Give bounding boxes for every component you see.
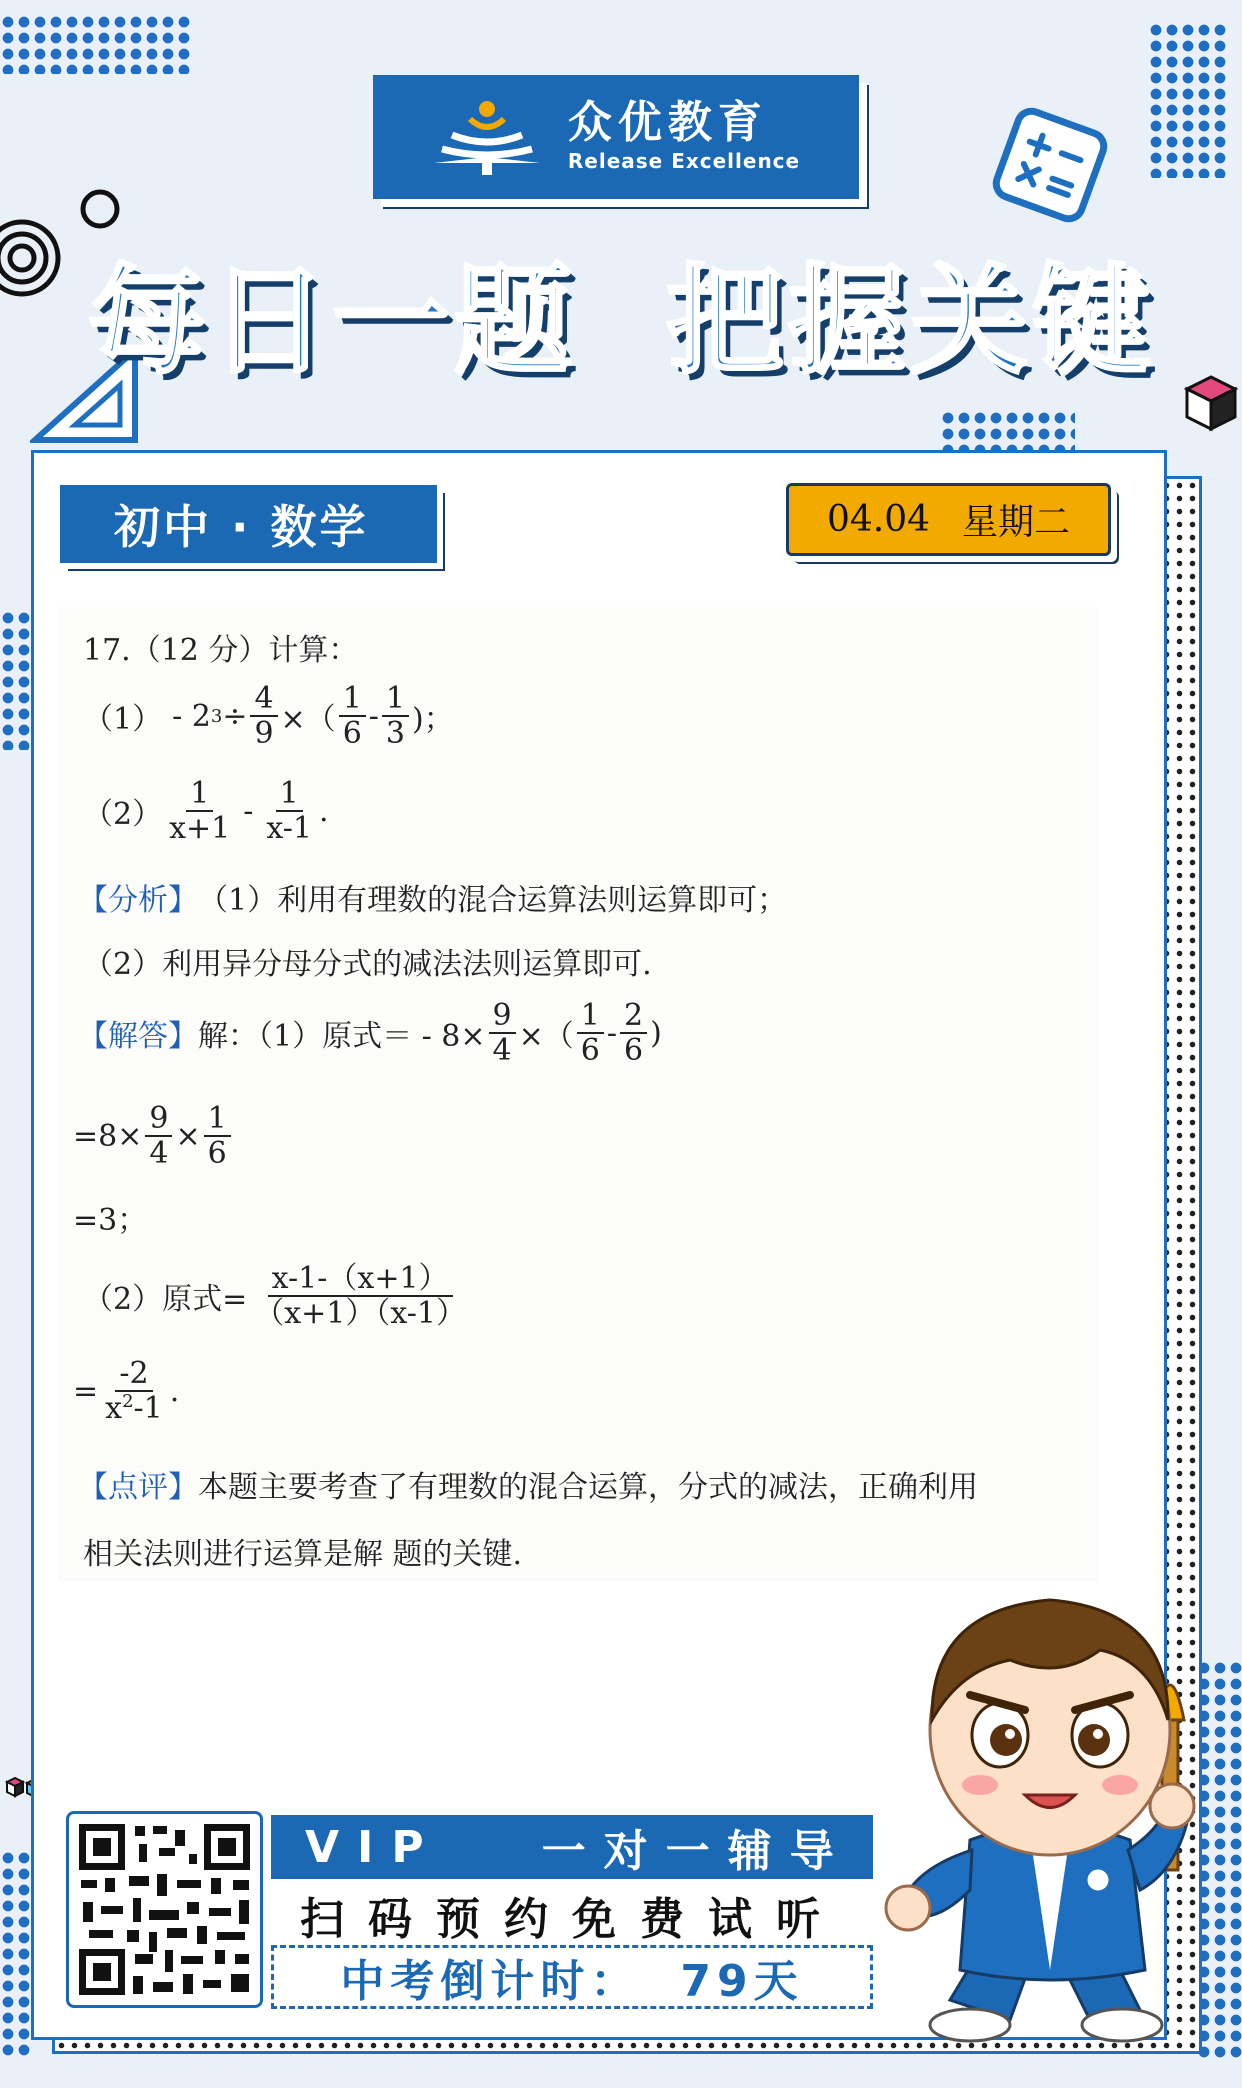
fraction: $\frac{9}{4}$ [145,1102,172,1170]
comment-line-1: 【点评】 本题主要考查了有理数的混合运算，分式的减法，正确利用 [78,1470,978,1505]
vip-label: VIP [305,1821,442,1873]
fraction: $\frac{1}{6}$ [577,999,604,1067]
question-2: （2） $\frac{1}{x+1}$ - $\frac{1}{x-1}$ . [83,776,329,846]
date-day: 04.04 [826,499,931,540]
exam-countdown [271,1945,873,2009]
answer-line-5: = $\frac{-2}{x^2-1}$ . [73,1356,180,1426]
fraction: $\frac{9}{4}$ [489,999,516,1067]
fraction: $\frac{1}{6}$ [204,1102,231,1170]
decor-dots-left-bottom [0,1850,30,2060]
date-badge [786,483,1111,556]
subject-label: 初中 · 数学 [60,485,437,563]
fraction: $\frac{1}{x-1}$ [266,776,313,846]
analysis-line-2: （2）利用异分母分式的减法法则运算即可. [83,947,652,982]
decor-dots-top-right [1148,22,1228,178]
answer-line-2: =8× $\frac{9}{4}$ × $\frac{1}{6}$ [73,1102,234,1170]
fraction: $\frac{1}{3}$ [382,682,409,750]
problem-image [58,607,1098,1582]
fraction: $\frac{-2}{x^2-1}$ [105,1356,163,1426]
countdown-value: 79天 [680,1956,804,2007]
slogan: 每日一题 把握关键 [87,252,1155,390]
ring-icon [77,186,123,232]
date-weekday: 星期二 [962,502,1071,543]
answer-line-3: =3； [73,1203,148,1238]
question-1: （1） - 2 3 ÷ $\frac{4}{9}$ ×（ $\frac{1}{6}$ - $\frac{1}{3}$ )； [83,681,454,751]
calculator-icon [990,105,1110,225]
fraction: $\frac{2}{6}$ [620,999,647,1067]
fraction: $\frac{1}{x+1}$ [169,776,231,846]
scan-prompt: 扫码预约免费试听 [300,1894,844,1945]
decor-dots-right-mid [940,410,1075,450]
brand-name: 众优教育 [567,97,768,148]
analysis-line-1: 【分析】 （1）利用有理数的混合运算法则运算即可； [78,883,788,918]
fraction: $\frac{x-1-(x+1)}{(x+1)(x-1)}$ [254,1261,466,1331]
fraction: $\frac{4}{9}$ [250,682,277,750]
logo-mark-icon [432,97,542,177]
brand-tagline: Release Excellence [567,149,801,173]
qr-code[interactable] [66,1811,263,2008]
decor-dots-left [0,610,30,750]
brand-logo [373,75,859,199]
mascot-boy-illustration [860,1570,1240,2060]
tutoring-label: 一对一辅导 [541,1826,852,1877]
qr-code-icon [69,1814,260,2005]
vip-banner [271,1815,873,1879]
answer-line-1: 【解答】 解：（1）原式＝ - 8× $\frac{9}{4}$ ×（ $\frac{1}{6}$ - $\frac{2}{6}$ ) [78,998,662,1068]
comment-line-2: 相关法则进行运算是解 题的关键. [83,1537,523,1572]
fraction: $\frac{1}{6}$ [339,682,366,750]
decor-dots-top-left [0,14,190,74]
cube-icon [1183,373,1239,433]
answer-line-4: （2）原式= $\frac{x-1-(x+1)}{(x+1)(x-1)}$ [83,1262,473,1330]
problem-header: 17.（12 分）计算： [83,633,359,668]
countdown-label: 中考倒计时： [340,1956,641,2007]
